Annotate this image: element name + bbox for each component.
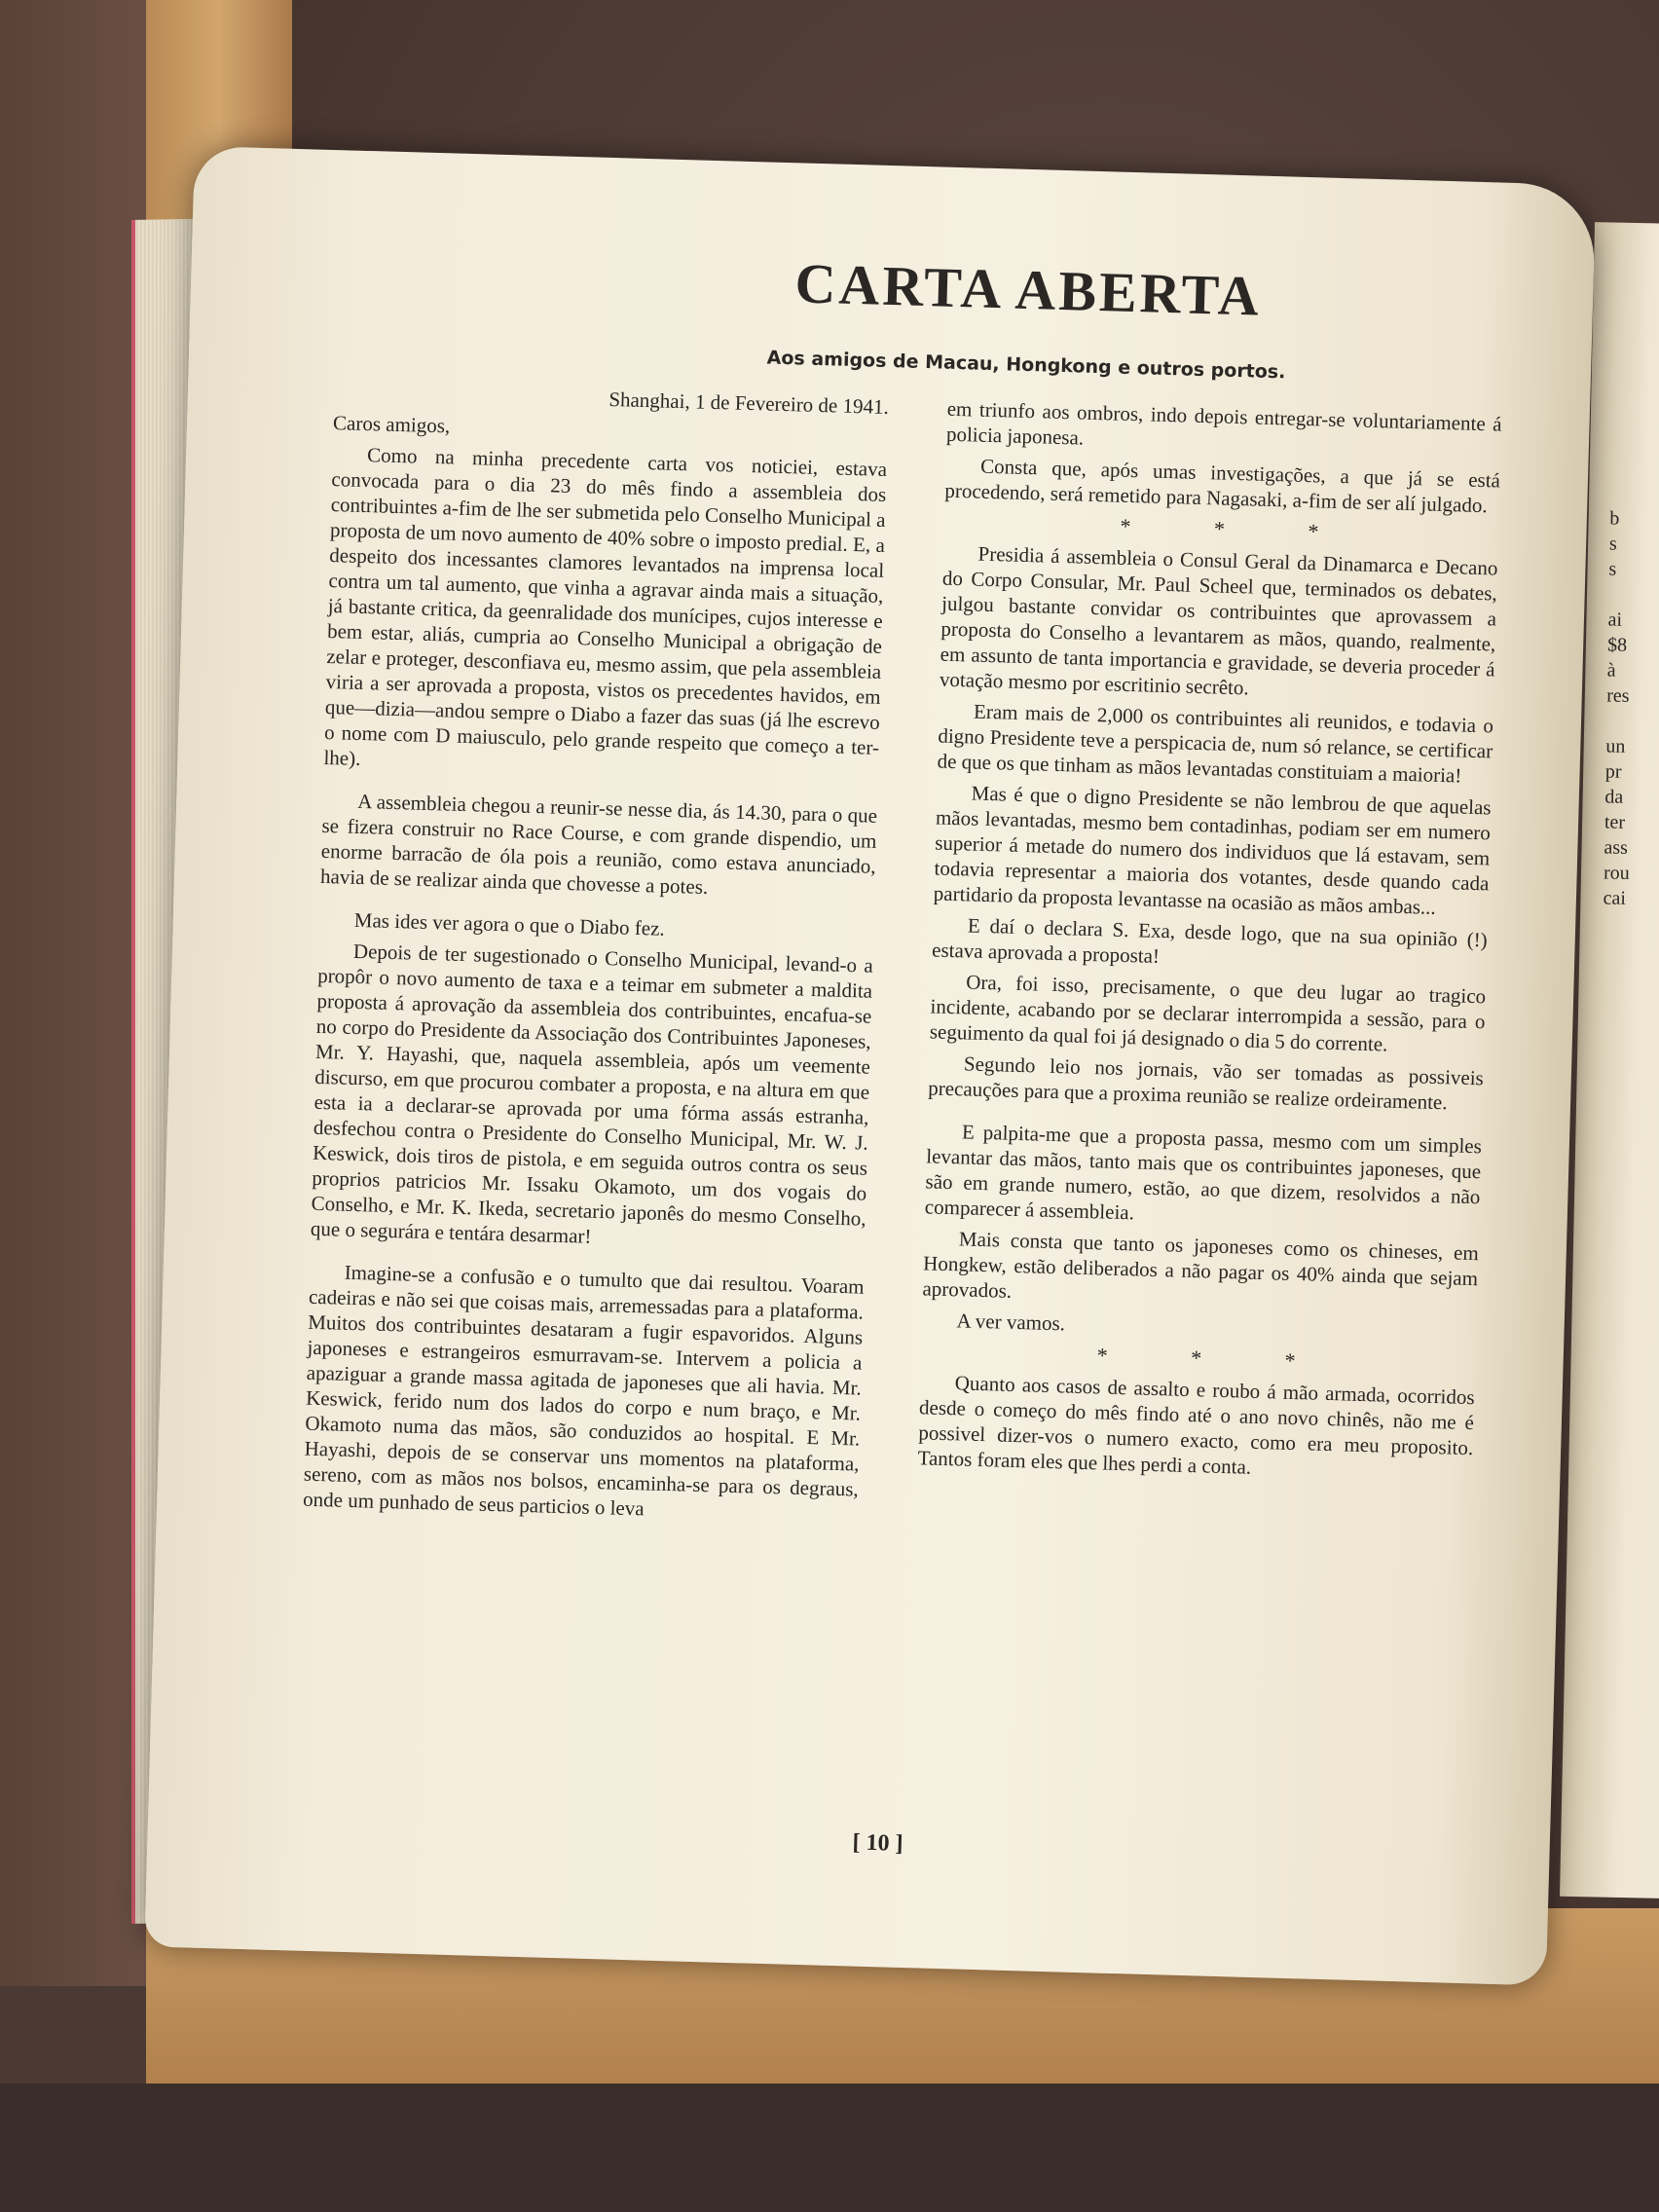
article-title: CARTA ABERTA <box>793 251 1263 328</box>
dateline: Shanghai, 1 de Fevereiro de 1941. <box>608 387 890 420</box>
paragraph: Mais consta que tanto os japoneses como os chineses, em Hongkew, estão deliberados a não pagar os 40% ainda que sejam aprovados. <box>922 1227 1480 1303</box>
paragraph: Consta que, após umas investigações, a que já se está procedendo, será remetido para Nagasaki, a-fim de ser alí julgado. <box>944 454 1501 518</box>
section-divider: * * * <box>1120 513 1358 545</box>
right-column <box>917 396 1502 1492</box>
paragraph: Depois de ter sugestionado o Conselho Municipal, levand-o a propôr o novo aumento de taxa e a teimar em submeter a maldita proposta á aprovação da assembleia dos contribuintes, encafua-se no corpo do Presidente da Associação dos Contribuintes Japoneses, Mr. Y. Hayashi, que, naquela assembleia, após um veemente discurso, em que procurou combater a proposta, e na altura em que esta ia a declarar-se aprovada por uma fórma assás estranha, desfechou contra o Presidente do Conselho Municipal, Mr. W. J. Keswick, dois tiros de pistola, e em seguida outros contra os seus proprios patricios Mr. Issaku Okamoto, um dos vogais do Conselho, e Mr. K. Ikeda, secretario japonês do mesmo Conselho, que o segurára e tentára desarmar! <box>310 939 874 1248</box>
paragraph: Segundo leio nos jornais, vão ser tomadas as possiveis precauções para que a proxima reunião se realize ordeiramente. <box>927 1051 1485 1115</box>
page-content <box>144 146 1596 1985</box>
section-divider: * * * <box>1096 1343 1335 1375</box>
paragraph: A ver vamos. <box>956 1309 1066 1336</box>
floor <box>0 2083 1659 2212</box>
paragraph: Eram mais de 2,000 os contribuintes ali reunidos, e todavia o digno Presidente teve a perspicacia de, num só relance, se certificar de que os que tinham as mãos levantadas constituiam a maioria! <box>937 699 1494 788</box>
paragraph: E palpita-me que a proposta passa, mesmo com um simples levantar das mãos, tanto mais que os contribuintes japoneses, que são em grande numero, estão, ao que dizem, resolvidos a não comparecer á assembleia. <box>924 1120 1483 1225</box>
paragraph: em triunfo aos ombros, indo depois entregar-se voluntariamente á policia japonesa. <box>945 396 1502 450</box>
article-subtitle: Aos amigos de Macau, Hongkong e outros portos. <box>766 347 1286 384</box>
book-page <box>144 146 1596 1985</box>
left-column <box>303 379 889 1532</box>
paragraph: Ora, foi isso, precisamente, o que deu lugar ao tragico incidente, acabando por se declarar interrompida a sessão, para o seguimento da qual foi já designado o dia 5 do corrente. <box>929 970 1487 1056</box>
paragraph: Mas ides ver agora o que o Diabo fez. <box>353 907 666 940</box>
paragraph: Quanto aos casos de assalto e roubo á mão armada, ocorridos desde o começo do mês findo até o ano novo chinês, não me é possivel dizer-vos o numero exacto, como era meu proposito. Tantos foram eles que lhes perdi a conta. <box>917 1371 1475 1479</box>
paragraph: A assembleia chegou a reunir-se nesse dia, ás 14.30, para o que se fizera construir no Race Course, e com grande dispendio, um enorme barracão de óla pois a reunião, como estava anunciado, havia de se realizar ainda que chovesse a potes. <box>319 789 878 900</box>
paragraph: Como na minha precedente carta vos noticiei, estava convocada para o dia 23 do mês findo a assembleia dos contribuintes a-fim de lhe ser submetida pelo Conselho Municipal a proposta de um novo aumento de 40% sobre o imposto predial. E, a despeito dos incessantes clamores levantados na imprensa local contra um tal aumento, que vinha a agravar ainda mais a situação, já bastante critica, da geenralidade dos munícipes, cujos interesse e bem estar, aliás, cumpria ao Conselho Municipal a obrigação de zelar e proteger, desconfiava eu, mesmo assim, que pela assembleia viria a ser aprovada a proposta, vistos os precedentes havidos, em que—dizia—andou sempre o Diabo a fazer das suas (já lhe escrevo o nome com D maiusculo, pelo grande respeito que começo a ter-lhe). <box>323 443 888 770</box>
paragraph: Presidia á assembleia o Consul Geral da Dinamarca e Decano do Corpo Consular, Mr. Paul Scheel que, terminados os debates, julgou bastante convidar os contribuintes que aprovassem a proposta do Conselho a levantarem as mãos, quando, realmente, em assunto de tanta importancia e gravidade, se deveria proceder á votação mesmo por escritinio secrêto. <box>939 541 1498 700</box>
page-number: [ 10 ] <box>852 1829 903 1857</box>
facing-page-text: b s s ai $8 à res un pr da ter ass rou cai <box>1603 507 1630 909</box>
paragraph: E daí o declara S. Exa, desde logo, que na sua opinião (!) estava aprovada a proposta! <box>931 913 1489 968</box>
paragraph: Mas é que o digno Presidente se não lembrou de que aquelas mãos levantadas, mesmo bem contadinhas, podiam ser em numero superior á metade do numero dos individuos que lá estavam, sem todavia representar a maioria dos votantes, desde quando cada partidario da proposta levantasse na ocasião as mãos ambas... <box>933 781 1492 919</box>
salutation: Caros amigos, <box>332 411 451 438</box>
paragraph: Imagine-se a confusão e o tumulto que dai resultou. Voaram cadeiras e não sei que coisas mais, arremessadas para a plataforma. Muitos dos contribuintes desataram a fugir espavoridos. Alguns japoneses e estrangeiros esmurravam-se. Intervem a policia a apaziguar a grande massa agitada de japoneses que ali havia. Mr. Keswick, ferido num dos lados do corpo e num braço, e Mr. Okamoto numa das mãos, são conduzidos ao hospital. E Mr. Hayashi, depois de se conservar uns momentos na plataforma, sereno, com as mãos nos bolsos, encaminha-se para os degraus, onde um punhado de seus particios o leva <box>302 1260 865 1521</box>
